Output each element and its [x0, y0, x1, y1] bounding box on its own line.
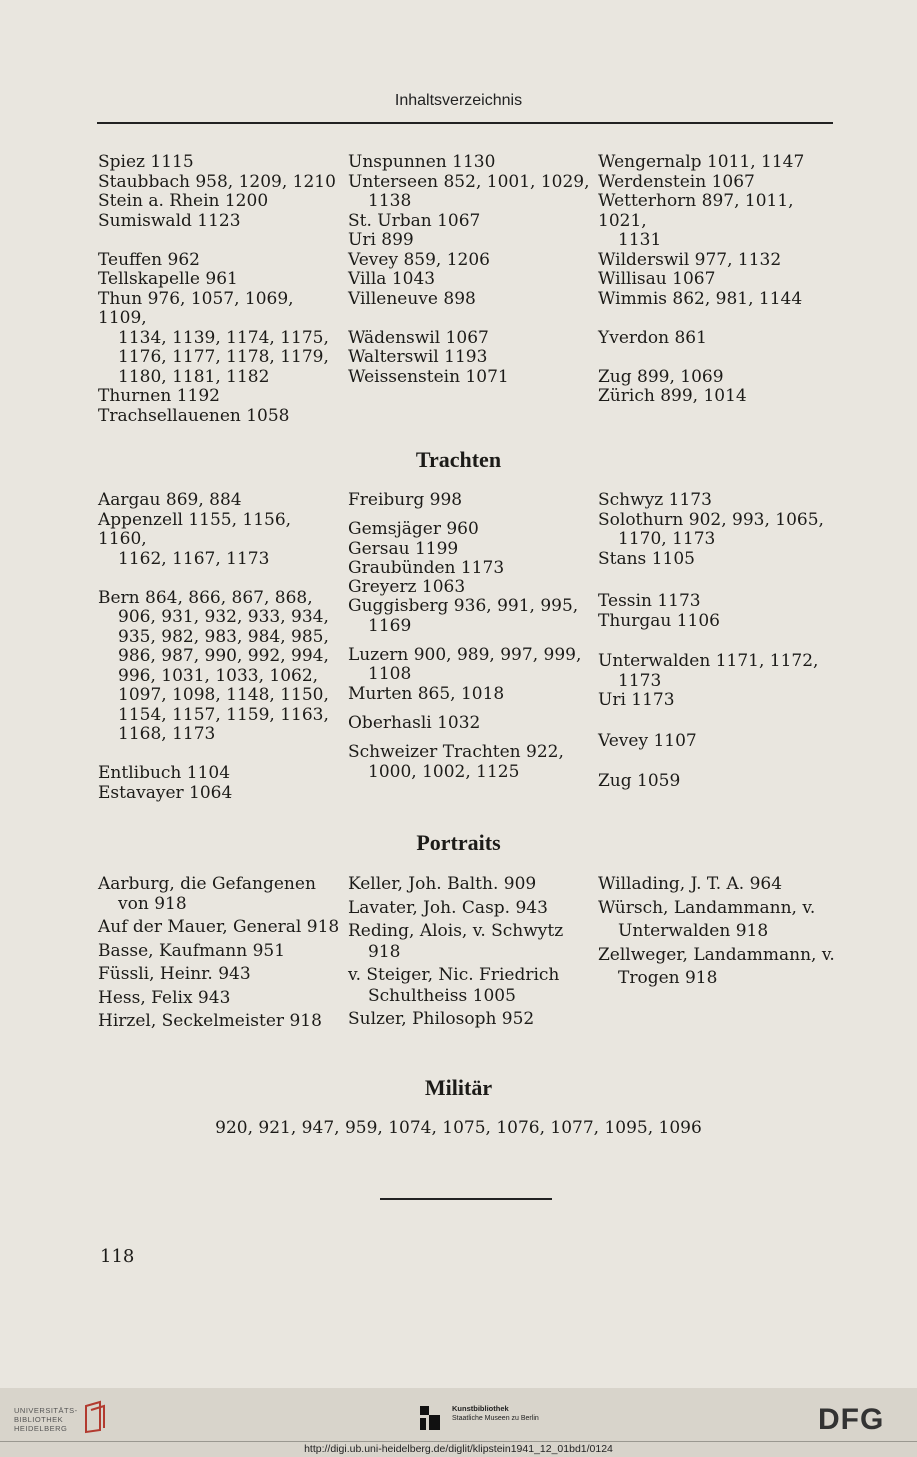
index-entry: Estavayer 1064	[98, 782, 233, 803]
index-entry: Hess, Felix 943	[98, 987, 231, 1008]
portraits-column-3	[598, 873, 838, 991]
kunstbibliothek-logo-icon[interactable]	[418, 1404, 444, 1432]
index-entry-continuation: 1173	[618, 670, 662, 691]
index-entry-continuation: 1000, 1002, 1125	[368, 761, 520, 782]
kunstbibliothek-label	[452, 1404, 539, 1423]
index-entry-continuation: 1138	[368, 191, 412, 211]
index-entry: Wädenswil 1067	[348, 327, 489, 348]
index-entry: Unterwalden 1171, 1172,	[598, 651, 819, 671]
index-entry-continuation: 1168, 1173	[118, 724, 216, 744]
index-entry: Staubbach 958, 1209, 1210	[98, 171, 336, 192]
index-entry: Spiez 1115	[98, 152, 194, 172]
index-entry: Auf der Mauer, General 918	[98, 917, 340, 937]
footer-divider	[0, 1441, 917, 1442]
closing-rule	[380, 1198, 552, 1200]
index-entry-continuation: 1131	[618, 230, 662, 250]
spacer	[98, 569, 343, 589]
index-entry: Reding, Alois, v. Schwytz	[348, 921, 564, 941]
index-entry-continuation: Schultheiss 1005	[368, 985, 516, 1006]
index-entry: Zug 1059	[598, 771, 681, 791]
index-entry-continuation: 1097, 1098, 1148, 1150,	[118, 685, 329, 705]
portraits-column-2	[348, 873, 593, 1032]
index-entry: Sumiswald 1123	[98, 210, 241, 231]
university-line: BIBLIOTHEK	[14, 1415, 64, 1424]
index-entry-continuation: 1154, 1157, 1159, 1163,	[118, 704, 329, 725]
index-entry: Vevey 1107	[598, 730, 697, 751]
spacer	[98, 745, 343, 765]
index-entry: Wilderswil 977, 1132	[598, 249, 782, 270]
index-entry: Gersau 1199	[348, 538, 459, 559]
index-entry-continuation: 935, 982, 983, 984, 985,	[118, 626, 329, 647]
index-entry: Walterswil 1193	[348, 347, 488, 367]
kunstbibliothek-name: Kunstbibliothek	[452, 1404, 509, 1413]
index-entry: Wetterhorn 897, 1011, 1021,	[598, 191, 794, 231]
index-entry: Schwyz 1173	[598, 490, 712, 510]
section-heading-trachten: Trachten	[415, 447, 502, 472]
index-entry: Tessin 1173	[598, 591, 701, 611]
permalink-url[interactable]: http://digi.ub.uni-heidelberg.de/diglit/klipstein1941_12_01bd1/0124	[304, 1443, 613, 1455]
index-entry: Lavater, Joh. Casp. 943	[348, 897, 548, 918]
index-entry-continuation: von 918	[118, 893, 187, 914]
header-rule	[97, 122, 833, 124]
section-heading-militaer: Militär	[424, 1075, 493, 1100]
places-column-2	[348, 153, 593, 387]
spacer	[598, 751, 838, 772]
university-logo-icon[interactable]	[82, 1400, 108, 1434]
index-entry: Schweizer Trachten 922,	[348, 742, 564, 763]
index-entry-continuation: 1180, 1181, 1182	[118, 366, 270, 387]
trachten-column-3	[598, 491, 838, 792]
spacer	[598, 631, 838, 652]
index-entry: Aargau 869, 884	[98, 490, 242, 510]
index-entry: Wengernalp 1011, 1147	[598, 152, 805, 172]
kunstbibliothek-subtitle: Staatliche Museen zu Berlin	[452, 1415, 539, 1422]
index-entry: Murten 865, 1018	[348, 683, 505, 704]
university-line: UNIVERSITÄTS-	[14, 1406, 78, 1415]
index-entry: Würsch, Landammann, v.	[598, 897, 816, 918]
index-entry-continuation: 1134, 1139, 1174, 1175,	[118, 327, 329, 348]
index-entry: Yverdon 861	[598, 327, 707, 348]
index-entry: Thurnen 1192	[98, 386, 220, 406]
index-entry-continuation: Unterwalden 918	[618, 921, 769, 941]
spacer	[598, 711, 838, 732]
index-entry: Graubünden 1173	[348, 557, 505, 578]
index-entry: Stein a. Rhein 1200	[98, 191, 269, 211]
index-entry-continuation: 1162, 1167, 1173	[118, 548, 270, 569]
index-entry: Entlibuch 1104	[98, 763, 231, 783]
section-heading-portraits: Portraits	[416, 830, 501, 855]
university-library-label	[14, 1406, 78, 1433]
dfg-logo[interactable]: DFG	[818, 1403, 885, 1436]
index-entry-continuation: 986, 987, 990, 992, 994,	[118, 646, 329, 666]
portraits-column-1	[98, 873, 343, 1034]
index-entry: Gemsjäger 960	[348, 519, 479, 540]
places-column-1	[98, 153, 343, 426]
index-entry: Willisau 1067	[598, 269, 716, 289]
index-entry-continuation: 996, 1031, 1033, 1062,	[118, 665, 319, 686]
index-entry: St. Urban 1067	[348, 210, 481, 231]
index-entry: Füssli, Heinr. 943	[98, 964, 251, 984]
index-entry: Uri 899	[348, 230, 414, 250]
index-entry: Tellskapelle 961	[98, 269, 238, 289]
index-entry: Willading, J. T. A. 964	[598, 874, 783, 894]
index-entry: Luzern 900, 989, 997, 999,	[348, 645, 582, 666]
index-entry: Zürich 899, 1014	[598, 386, 747, 406]
index-entry: Vevey 859, 1206	[348, 249, 490, 270]
index-entry: Basse, Kaufmann 951	[98, 940, 286, 961]
index-entry: Aarburg, die Gefangenen	[98, 874, 316, 894]
index-entry-continuation: 918	[368, 941, 401, 962]
index-entry: Stans 1105	[598, 548, 695, 569]
index-entry: Freiburg 998	[348, 490, 463, 510]
index-entry-continuation: 1176, 1177, 1178, 1179,	[118, 347, 329, 367]
places-column-3	[598, 153, 838, 407]
index-entry: Werdenstein 1067	[598, 171, 755, 192]
spacer	[598, 569, 838, 592]
index-entry: Thurgau 1106	[598, 610, 720, 631]
index-entry: Villa 1043	[348, 269, 436, 289]
index-entry: Zellweger, Landammann, v.	[598, 944, 835, 965]
page-number: 118	[100, 1246, 135, 1267]
index-entry: Guggisberg 936, 991, 995,	[348, 596, 579, 617]
trachten-column-2	[348, 491, 593, 782]
index-entry: Oberhasli 1032	[348, 712, 481, 733]
index-entry-continuation: Trogen 918	[618, 968, 718, 988]
index-entry: Bern 864, 866, 867, 868,	[98, 587, 313, 608]
index-entry-continuation: 1169	[368, 615, 412, 636]
index-entry: Zug 899, 1069	[598, 366, 724, 387]
index-entry-continuation: 1170, 1173	[618, 529, 716, 549]
page-header: Inhaltsverzeichnis	[394, 92, 523, 109]
index-entry: Teuffen 962	[98, 249, 200, 270]
index-entry-continuation: 906, 931, 932, 933, 934,	[118, 607, 329, 627]
trachten-column-1	[98, 491, 343, 803]
index-entry: Unspunnen 1130	[348, 152, 496, 172]
index-entry: Hirzel, Seckelmeister 918	[98, 1011, 322, 1031]
index-entry: Appenzell 1155, 1156, 1160,	[98, 509, 292, 549]
index-entry: v. Steiger, Nic. Friedrich	[348, 965, 560, 985]
index-entry: Sulzer, Philosoph 952	[348, 1009, 535, 1029]
spacer	[98, 231, 343, 251]
index-entry: Villeneuve 898	[348, 288, 476, 309]
index-entry: Thun 976, 1057, 1069, 1109,	[98, 288, 294, 328]
spacer	[598, 309, 838, 329]
spacer	[598, 348, 838, 368]
index-entry: Uri 1173	[598, 690, 675, 710]
index-entry: Solothurn 902, 993, 1065,	[598, 509, 824, 530]
index-entry: Unterseen 852, 1001, 1029,	[348, 171, 590, 192]
index-entry: Wimmis 862, 981, 1144	[598, 288, 803, 309]
index-entry: Trachsellauenen 1058	[98, 405, 290, 426]
spacer	[348, 309, 593, 329]
index-entry: Weissenstein 1071	[348, 366, 509, 387]
index-entry-continuation: 1108	[368, 664, 412, 685]
index-entry: Greyerz 1063	[348, 577, 466, 598]
index-entry: Keller, Joh. Balth. 909	[348, 874, 537, 894]
militaer-entries: 920, 921, 947, 959, 1074, 1075, 1076, 1077, 1095, 1096	[215, 1118, 702, 1138]
university-line: HEIDELBERG	[14, 1424, 68, 1433]
